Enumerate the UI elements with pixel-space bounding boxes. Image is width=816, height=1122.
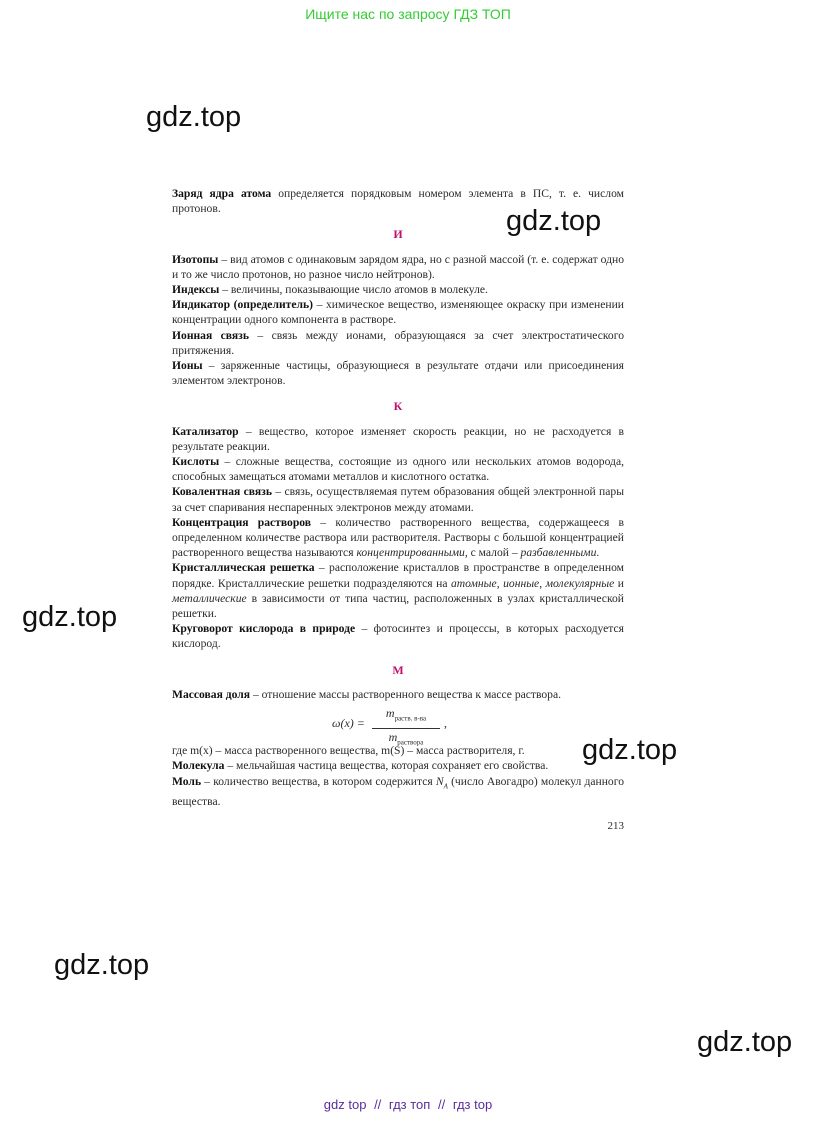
footer-link[interactable]: гдз топ xyxy=(388,1097,431,1112)
formula-denominator: $m_{раствора}$ xyxy=(388,729,424,747)
footer-separator: // xyxy=(437,1097,446,1112)
entry-indicator: Индикатор (определитель) – химическое вещество, изменяющее окраску при изменении концентрации одного компонента в растворе. xyxy=(172,298,624,327)
entry-molecule: Молекула – мельчайшая частица вещества, которая сохраняет его свойства. xyxy=(172,759,549,773)
footer-links xyxy=(0,1097,816,1112)
watermark: gdz.top xyxy=(146,101,242,133)
glossary-page xyxy=(172,186,624,834)
formula-numerator: $m_{раств. в-ва}$ xyxy=(372,706,440,729)
entry-covalent-bond: Ковалентная связь – связь, осуществляемая путем образования общей электронной пары за счет спаривания неспаренных электронов между атомами. xyxy=(172,485,624,514)
formula-explanation: где m(x) – масса растворенного вещества, m(S) – масса растворителя, г. xyxy=(172,744,525,758)
footer-separator: // xyxy=(374,1097,382,1112)
footer-link[interactable]: гдз top xyxy=(452,1097,493,1112)
entry-indices: Индексы – величины, показывающие число атомов в молекуле. xyxy=(172,283,488,297)
entry-oxygen-cycle: Круговорот кислорода в природе – фотосинтез и процессы, в которых расходуется кислород. xyxy=(172,622,624,651)
entry-concentration: Концентрация растворов – количество растворенного вещества, содержащееся в определенном количестве раствора или растворителя. Растворы с большой концентрацией растворенного вещества называются концентрированными, с малой – разбавленными. xyxy=(172,515,624,560)
formula-comma: , xyxy=(444,716,447,731)
formula-lhs: ω(x) = xyxy=(332,716,365,731)
section-letter-i: И xyxy=(393,227,403,242)
mass-fraction-formula xyxy=(172,706,624,747)
entry-nuclear-charge: Заряд ядра атома определяется порядковым номером элемента в ПС, т. е. числом протонов. xyxy=(172,187,624,216)
footer-link[interactable]: gdz top xyxy=(323,1097,367,1112)
page-number: 213 xyxy=(607,820,624,833)
avogadro-symbol: $N_A$ xyxy=(435,774,448,790)
watermark: gdz.top xyxy=(582,734,678,766)
entry-isotopes: Изотопы – вид атомов с одинаковым зарядом ядра, но с разной массой (т. е. содержат одно и то же число протонов, но разное число нейтронов). xyxy=(172,252,624,281)
formula-fraction xyxy=(372,706,440,750)
entry-crystal-lattice: Кристаллическая решетка – расположение кристаллов в пространстве в определенном порядке. Кристаллические решетки подразделяются на атомные, ионные, молекулярные и металлические в зависимости от типа частиц, расположенных в узлах кристаллической решетки. xyxy=(172,561,625,621)
section-letter-k: К xyxy=(393,399,403,414)
entry-catalyst: Катализатор – вещество, которое изменяет скорость реакции, но не расходуется в результате реакции. xyxy=(172,424,624,453)
section-letter-m: М xyxy=(392,662,404,677)
entry-mole: Моль – количество вещества, в котором содержится $N_A$ (число Авогадро) молекул данного вещества. xyxy=(172,774,624,809)
watermark: gdz.top xyxy=(54,949,150,981)
watermark: gdz.top xyxy=(697,1026,793,1058)
search-hint-link[interactable]: Ищите нас по запросу ГДЗ ТОП xyxy=(305,6,511,22)
entry-mass-fraction: Массовая доля – отношение массы растворенного вещества к массе раствора. xyxy=(172,687,562,701)
watermark: gdz.top xyxy=(506,205,602,237)
watermark: gdz.top xyxy=(22,601,118,633)
entry-ionic-bond: Ионная связь – связь между ионами, образующаяся за счет электростатического притяжения. xyxy=(172,328,624,357)
entry-acids: Кислоты – сложные вещества, состоящие из одного или нескольких атомов водорода, способных замещаться атомами металлов и кислотного остатка. xyxy=(172,455,624,484)
entry-ions: Ионы – заряженные частицы, образующиеся в результате отдачи или присоединения элементом электронов. xyxy=(172,359,624,388)
